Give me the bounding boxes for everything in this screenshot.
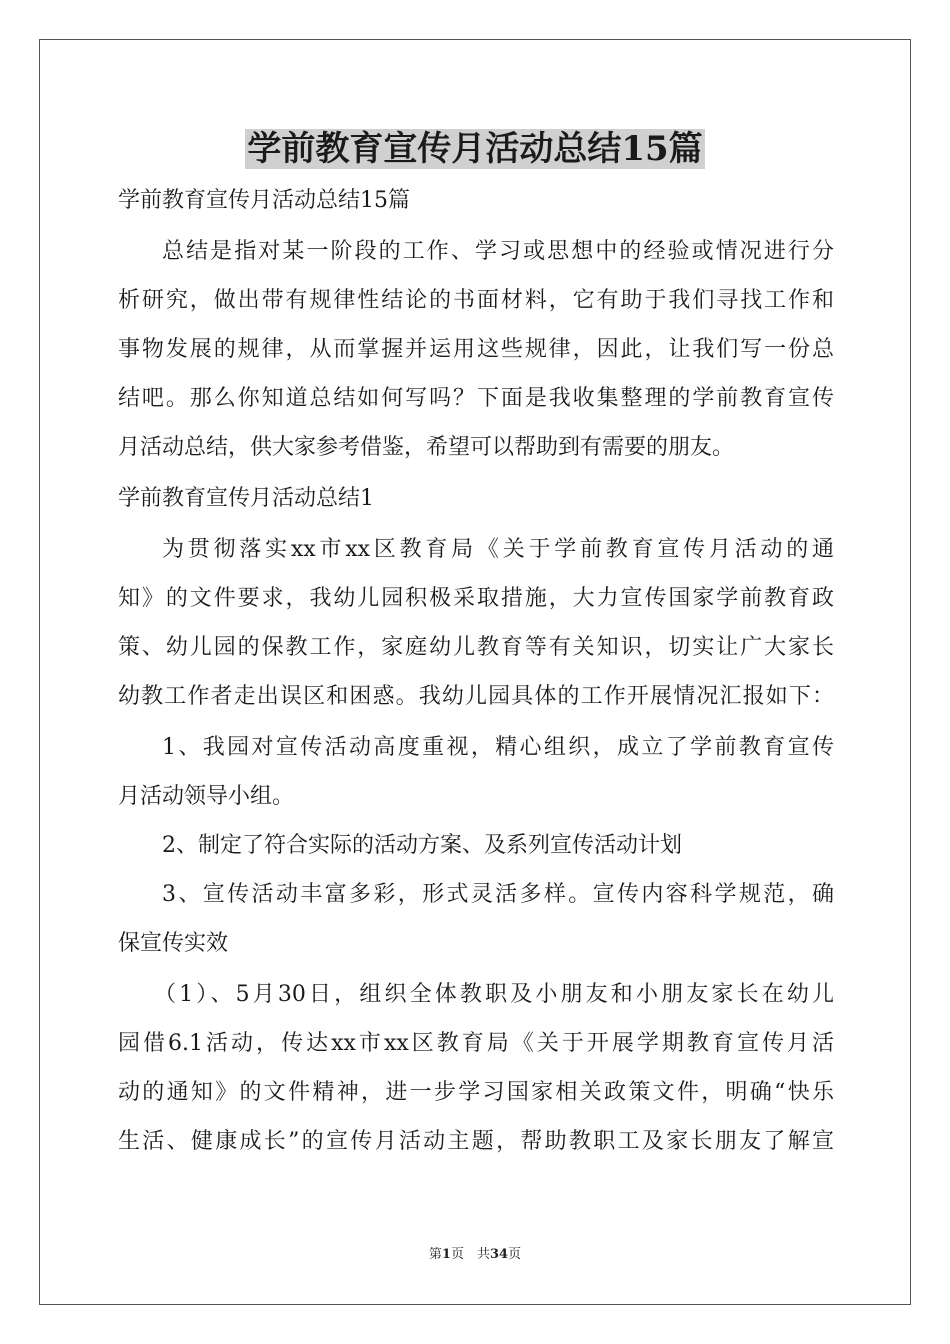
section-heading: 学前教育宣传月活动总结1	[118, 486, 374, 511]
paragraph-line: 1、我园对宣传活动高度重视，精心组织，成立了学前教育宣传	[162, 735, 834, 760]
footer-total-pages: 34	[489, 1247, 509, 1262]
paragraph-line: 保宣传实效	[118, 931, 229, 956]
footer-suffix: 页	[508, 1247, 522, 1262]
paragraph-line: 月活动总结，供大家参考借鉴，希望可以帮助到有需要的朋友。	[118, 435, 735, 460]
footer-mid: 页 共	[450, 1247, 490, 1262]
paragraph-line: 幼教工作者走出误区和困惑。我幼儿园具体的工作开展情况汇报如下：	[118, 684, 834, 709]
paragraph-line: 知》的文件要求，我幼儿园积极采取措施，大力宣传国家学前教育政	[118, 586, 834, 611]
paragraph-line: 总结是指对某一阶段的工作、学习或思想中的经验或情况进行分	[162, 239, 834, 264]
subtitle-line: 学前教育宣传月活动总结15篇	[118, 188, 410, 213]
page-footer	[0, 1246, 950, 1264]
page-border	[39, 39, 911, 1305]
paragraph-line: 结吧。那么你知道总结如何写吗？下面是我收集整理的学前教育宣传	[118, 386, 834, 411]
paragraph-line: 析研究，做出带有规律性结论的书面材料，它有助于我们寻找工作和	[118, 288, 834, 313]
document-title	[0, 126, 950, 172]
paragraph-line: （1）、5月30日，组织全体教职及小朋友和小朋友家长在幼儿	[154, 982, 834, 1007]
paragraph-line: 策、幼儿园的保教工作，家庭幼儿教育等有关知识，切实让广大家长	[118, 635, 834, 660]
paragraph-line: 事物发展的规律，从而掌握并运用这些规律，因此，让我们写一份总	[118, 337, 834, 362]
footer-page-number: 1	[441, 1247, 451, 1262]
title-text: 学前教育宣传月活动总结15篇	[247, 129, 703, 169]
paragraph-line: 月活动领导小组。	[118, 784, 295, 809]
paragraph-line: 园借6.1活动，传达xx市xx区教育局《关于开展学期教育宣传月活	[118, 1031, 834, 1056]
footer-prefix: 第	[428, 1247, 442, 1262]
paragraph-line: 动的通知》的文件精神，进一步学习国家相关政策文件，明确“快乐	[118, 1080, 834, 1105]
paragraph-line: 3、宣传活动丰富多彩，形式灵活多样。宣传内容科学规范，确	[162, 882, 834, 907]
paragraph-line: 2、制定了符合实际的活动方案、及系列宣传活动计划	[162, 833, 682, 858]
paragraph-line: 为贯彻落实xx市xx区教育局《关于学前教育宣传月活动的通	[162, 537, 834, 562]
paragraph-line: 生活、健康成长”的宣传月活动主题，帮助教职工及家长朋友了解宣	[118, 1129, 834, 1154]
